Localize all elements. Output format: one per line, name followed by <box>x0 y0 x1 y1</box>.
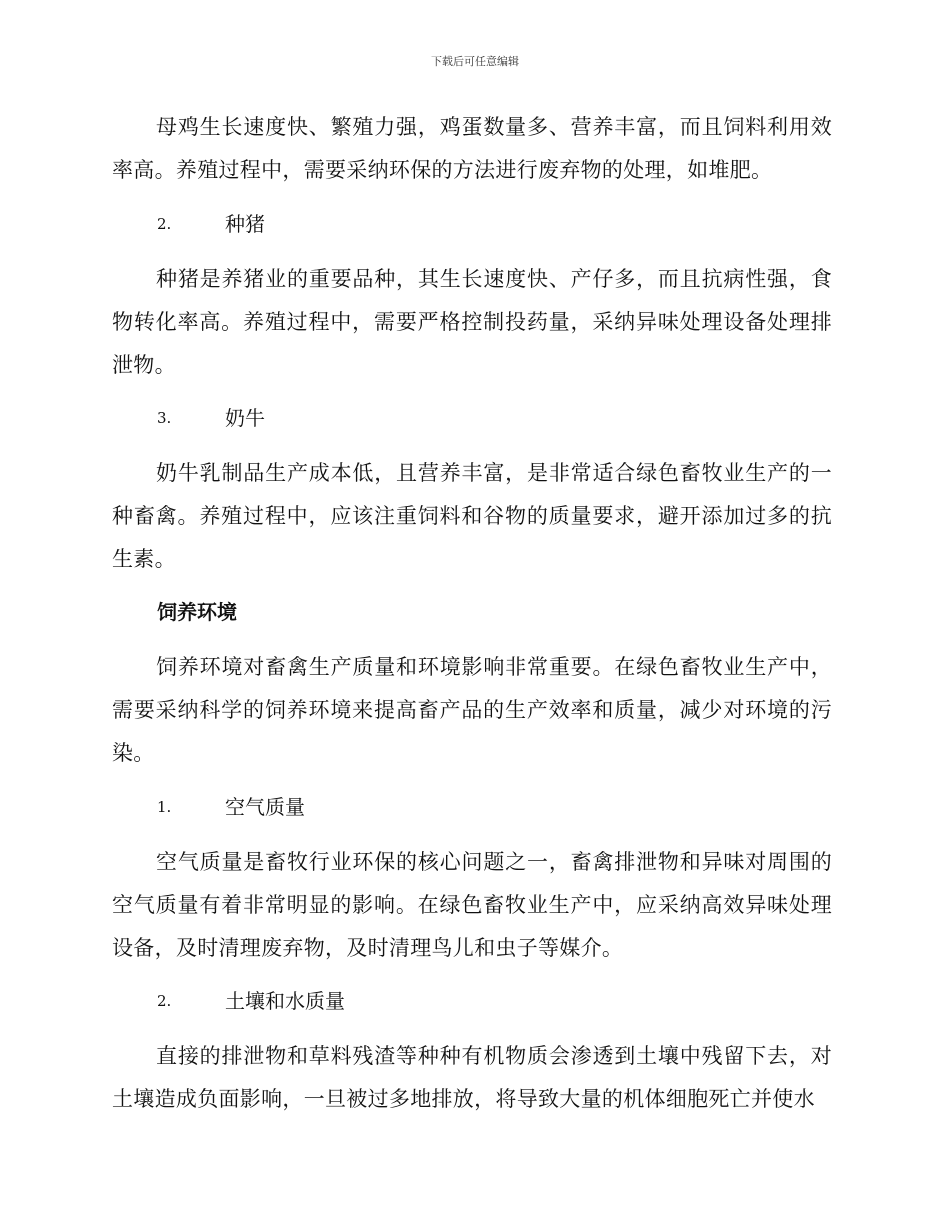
list-label: 空气质量 <box>225 795 305 819</box>
list-number: 2. <box>157 992 172 1010</box>
paragraph-soil-water-quality: 直接的排泄物和草料残渣等种种有机物质会渗透到土壤中残留下去，对土壤造成负面影响，一旦被过多地排放，将导致大量的机体细胞死亡并使水 <box>112 1044 832 1111</box>
list-label: 土壤和水质量 <box>225 989 345 1013</box>
list-label: 奶牛 <box>225 406 265 430</box>
paragraph-air-quality: 空气质量是畜牧行业环保的核心问题之一，畜禽排泄物和异味对周围的空气质量有着非常明显的影响。在绿色畜牧业生产中，应采纳高效异味处理设备，及时清理废弃物，及时清理鸟儿和虫子等媒介。 <box>112 850 832 960</box>
paragraph-dairy-cow: 奶牛乳制品生产成本低，且营养丰富，是非常适合绿色畜牧业生产的一种畜禽。养殖过程中，应该注重饲料和谷物的质量要求，避开添加过多的抗生素。 <box>112 461 832 571</box>
list-number: 2. <box>157 215 172 233</box>
section-heading-feeding-environment: 饲养环境 <box>157 600 237 624</box>
list-number: 1. <box>157 798 172 816</box>
list-label: 种猪 <box>225 212 265 236</box>
paragraph-breeding-pig: 种猪是养猪业的重要品种，其生长速度快、产仔多，而且抗病性强，食物转化率高。养殖过程中，需要严格控制投药量，采纳异味处理设备处理排泄物。 <box>112 267 832 377</box>
list-number: 3. <box>157 409 172 427</box>
paragraph-hen: 母鸡生长速度快、繁殖力强，鸡蛋数量多、营养丰富，而且饲料利用效率高。养殖过程中，需要采纳环保的方法进行废弃物的处理，如堆肥。 <box>112 115 832 182</box>
page-header-note: 下载后可任意编辑 <box>431 55 519 68</box>
paragraph-feeding-environment: 饲养环境对畜禽生产质量和环境影响非常重要。在绿色畜牧业生产中，需要采纳科学的饲养环境来提高畜产品的生产效率和质量，减少对环境的污染。 <box>112 655 832 765</box>
